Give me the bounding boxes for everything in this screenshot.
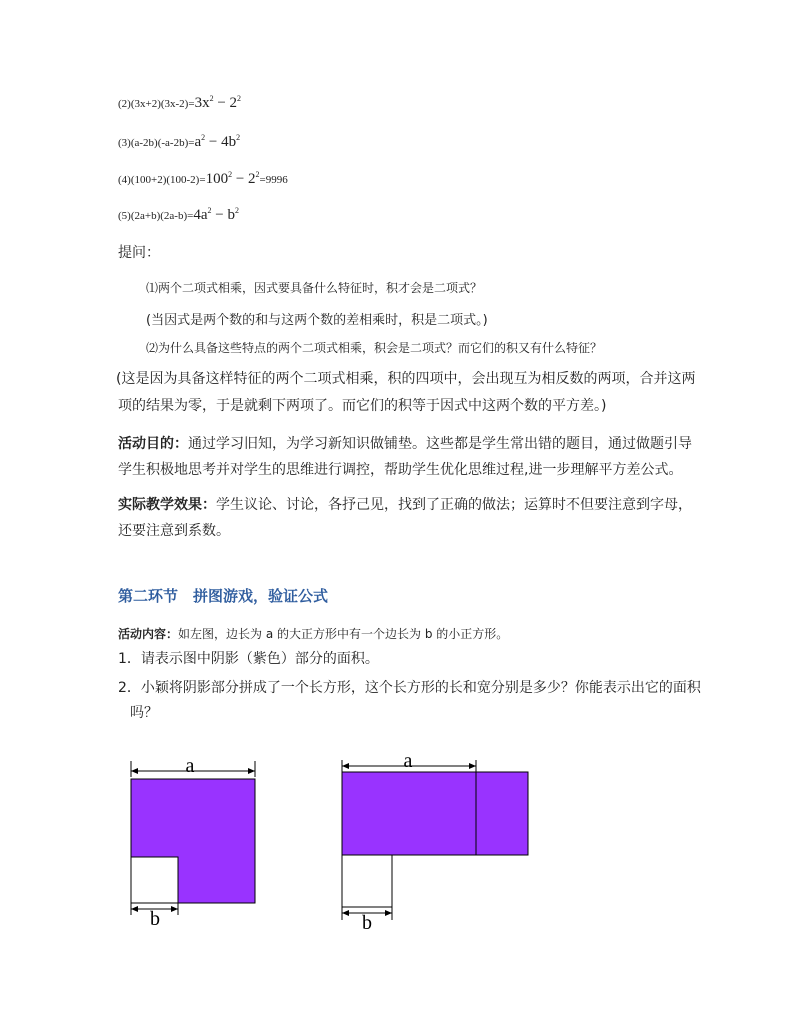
right-figure [330, 748, 540, 933]
equation-2-term-a: 3x [194, 95, 210, 111]
answer-1: (当因式是两个数的和与这两个数的差相乘时，积是二项式。) [146, 313, 488, 328]
section-heading: 第二环节 拼图游戏，验证公式 [118, 587, 329, 605]
equation-5-term-b: b [227, 207, 235, 223]
left-small-square [131, 857, 178, 903]
left-dim-a-arrow-right [248, 768, 255, 774]
effect-label: 实际教学效果： [118, 497, 216, 513]
left-label-a: a [185, 755, 195, 777]
effect-line-1: 实际教学效果：学生议论、讨论，各抒己见，找到了正确的做法；运算时不但要注意到字母， [118, 497, 692, 513]
question-2: ⑵为什么具备这些特点的两个二项式相乘，积会是二项式？而它们的积又有什么特征？ [146, 341, 603, 355]
equation-3-term-b: 4b [221, 134, 237, 150]
content-label: 活动内容： [118, 627, 179, 641]
right-dim-a-arrow-left [342, 763, 349, 769]
equation-2-term-b: 2 [229, 95, 238, 111]
left-dim-b-arrow-right [171, 906, 178, 912]
equation-2: $(2)(3x+2)(3x-2)=3x^2 - 2^2$ [118, 94, 242, 111]
left-figure [120, 755, 270, 930]
question-label: 提问： [118, 245, 160, 261]
content-line: 活动内容：如左图，边长为 a 的大正方形中有一个边长为 b 的小正方形。 [118, 627, 509, 641]
item-2-line-1: 2．小颖将阴影部分拼成了一个长方形，这个长方形的长和宽分别是多少？你能表示出它的面积 [118, 680, 701, 696]
left-dim-a-arrow-left [131, 768, 138, 774]
right-label-b: b [362, 912, 372, 933]
answer-2-line-1: (这是因为具备这样特征的两个二项式相乘，积的四项中，会出现互为相反数的两项，合并这两 [116, 371, 696, 387]
purpose-line-1: 活动目的：通过学习旧知，为学习新知识做铺垫。这些都是学生常出错的题目，通过做题引导 [118, 436, 692, 452]
question-1: ⑴两个二项式相乘，因式要具备什么特征时，积才会是二项式？ [146, 281, 483, 295]
right-label-a: a [403, 750, 413, 772]
equation-4-term-a: 100 [205, 171, 229, 187]
effect-line-2: 还要注意到系数。 [118, 523, 230, 539]
item-2-line-2: 吗？ [130, 705, 158, 721]
right-small-square [342, 855, 392, 907]
equation-3-term-a: a [194, 134, 202, 150]
right-dim-b-arrow-left [342, 910, 349, 916]
equation-5: $(5)(2a+b)(2a-b)=4a^2 - b^2$ [118, 206, 239, 223]
left-dim-b-arrow-left [131, 906, 138, 912]
equation-4: $(4)(100+2)(100-2)=100^2 - 2^2=9996$ [118, 170, 288, 187]
left-label-b: b [150, 908, 160, 930]
answer-2-line-2: 项的结果为零，于是就剩下两项了。而它们的积等于因式中这两个数的平方差。) [118, 398, 607, 414]
purpose-label: 活动目的： [118, 436, 188, 452]
right-rect-main [342, 772, 476, 855]
right-dim-a-arrow-right [469, 763, 476, 769]
equation-5-term-a: 4a [193, 207, 208, 223]
equation-3: $(3)(a-2b)(-a-2b)=a^2 - 4b^2$ [118, 133, 241, 150]
equation-4-term-b: 2 [248, 171, 256, 187]
right-dim-b-arrow-right [385, 910, 392, 916]
item-1: 1．请表示图中阴影（紫色）部分的面积。 [118, 651, 379, 667]
purpose-line-2: 学生积极地思考并对学生的思维进行调控，帮助学生优化思维过程,进一步理解平方差公式。 [118, 462, 683, 478]
right-rect-side [476, 772, 528, 855]
